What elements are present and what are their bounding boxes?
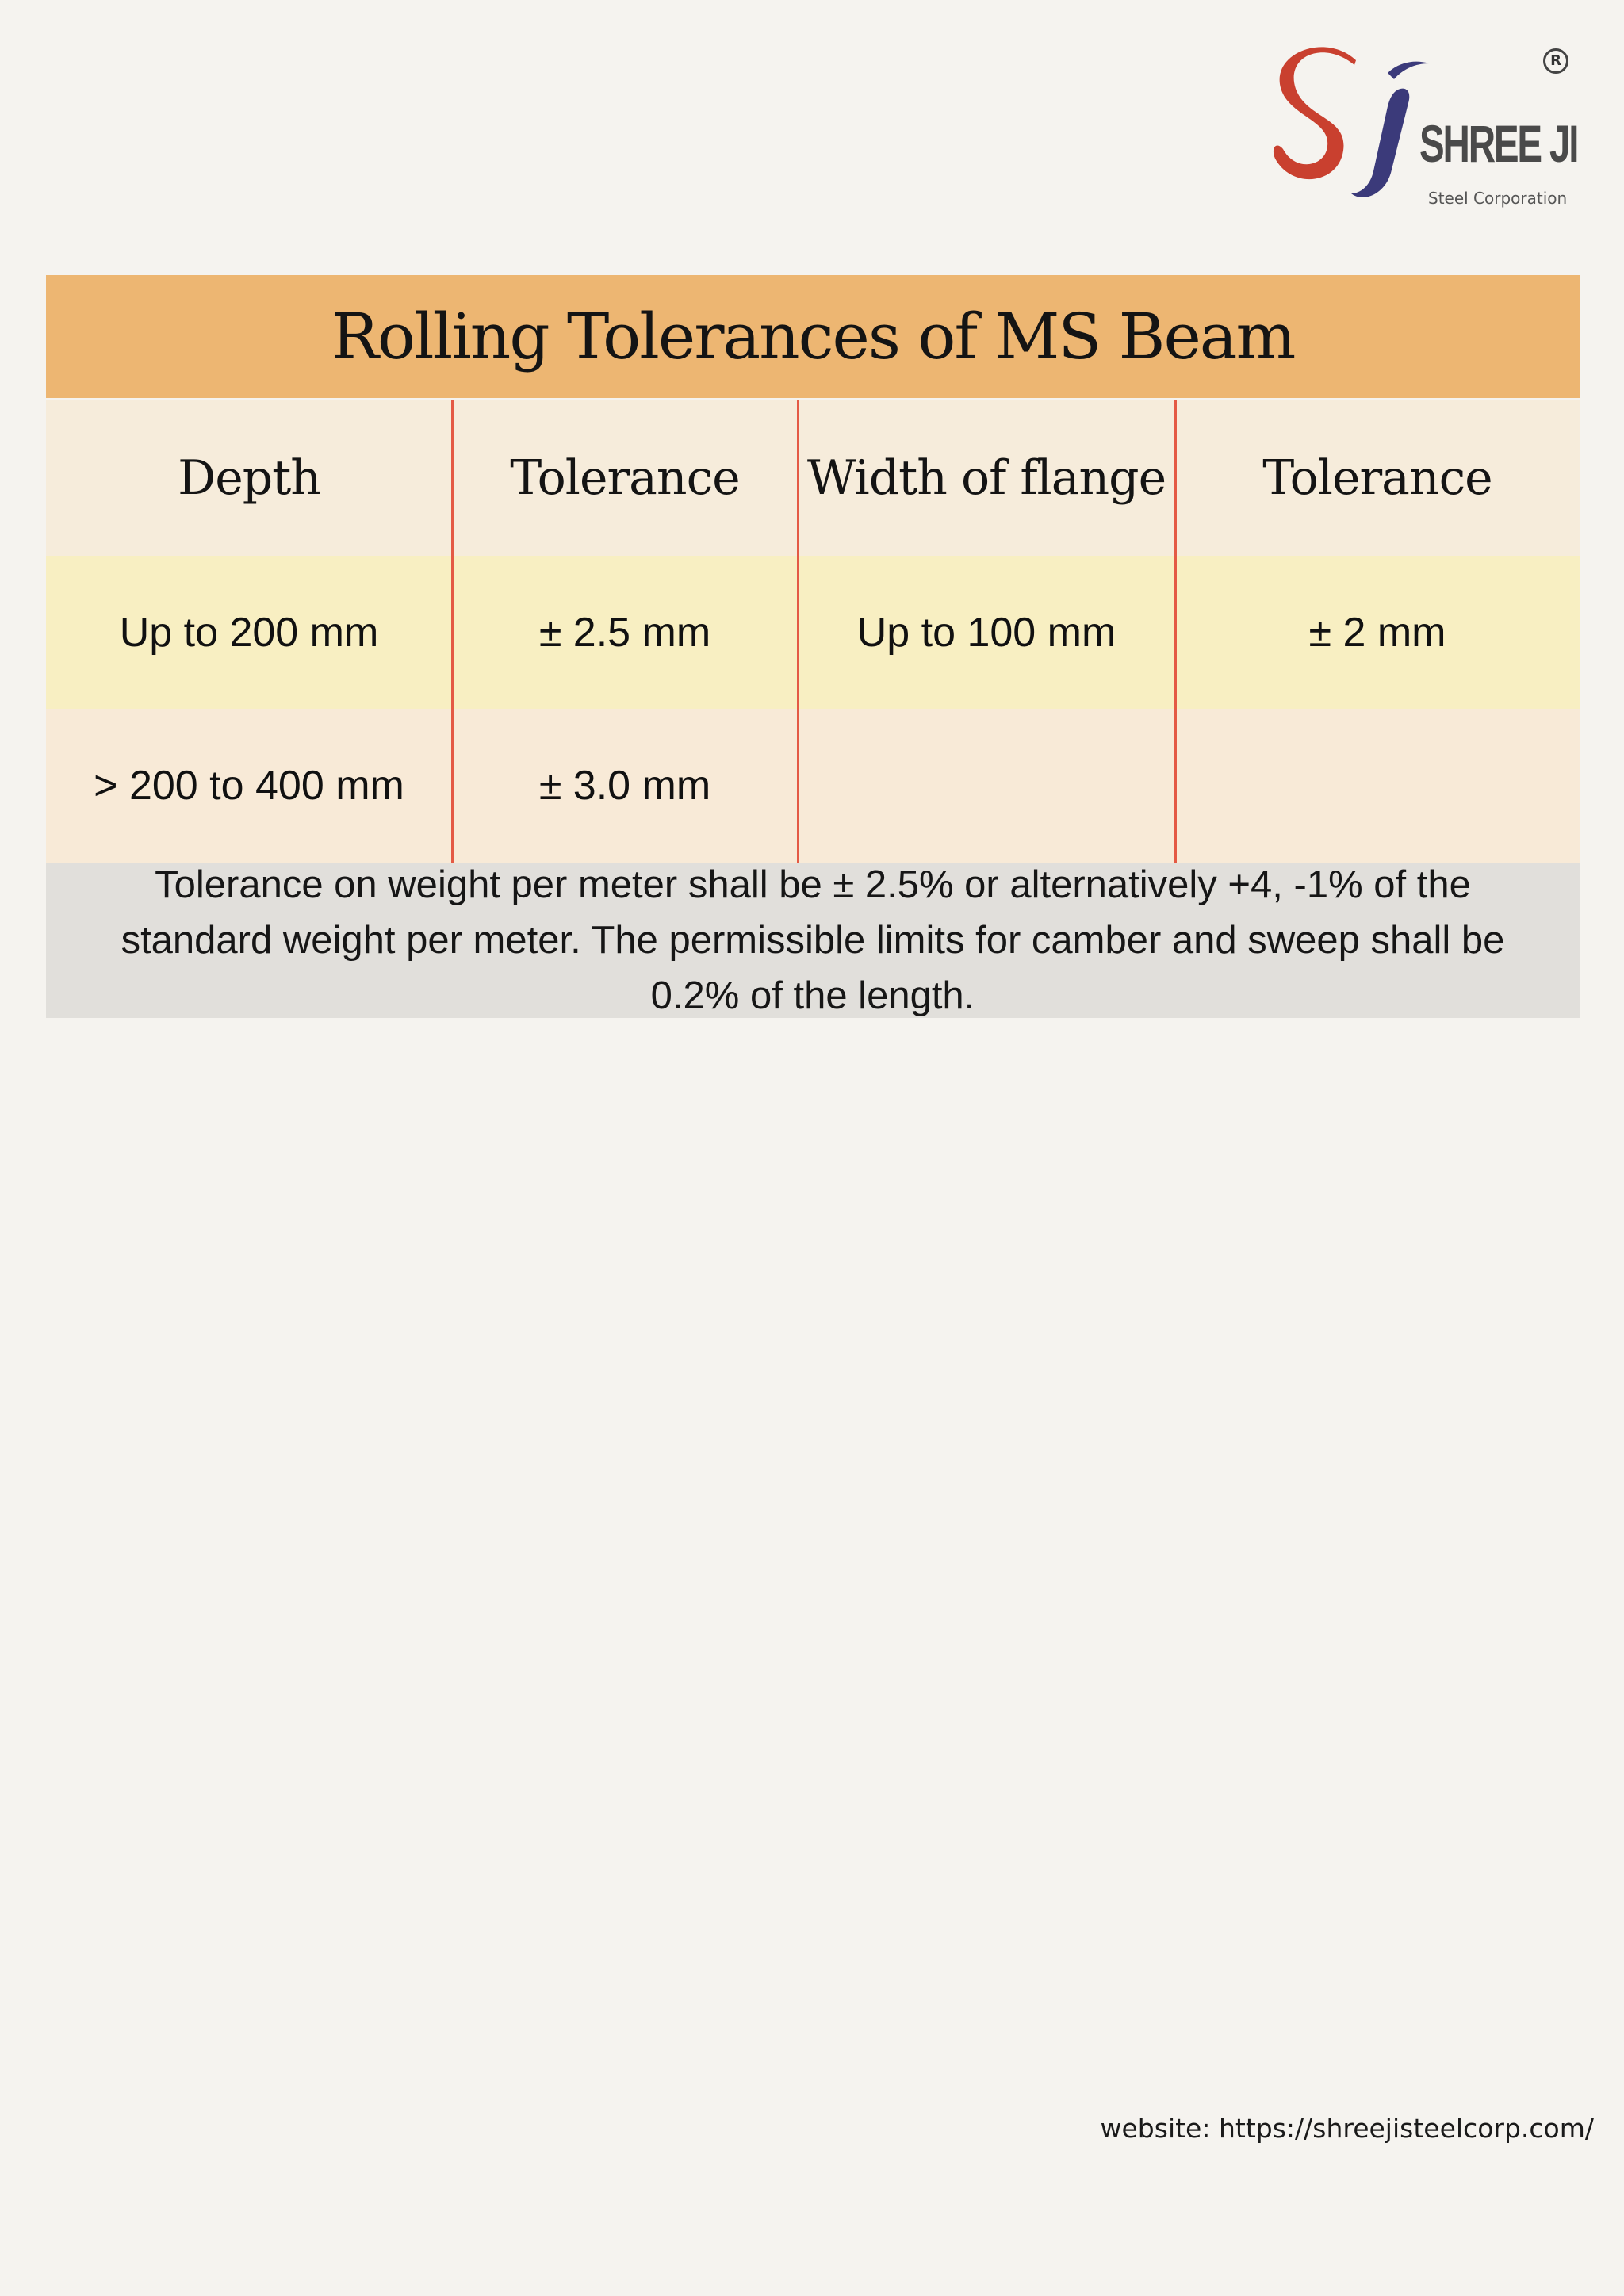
table-cell [46,709,452,863]
cell-value: Up to 200 mm [119,609,379,656]
title-band [46,275,1580,398]
header-label: Depth [178,450,320,506]
registered-trademark-icon: R [1543,48,1568,74]
header-cell-flange-width [798,400,1175,556]
table-row [46,556,1580,709]
cell-value: Up to 100 mm [856,609,1116,656]
page-title: Rolling Tolerances of MS Beam [331,300,1295,373]
table-cell [452,556,798,709]
logo-j-letter [1351,89,1409,197]
brand-tagline: Steel Corporation [1428,189,1568,208]
column-divider [797,400,799,863]
note-text: Tolerance on weight per meter shall be ± 2.5% or alternatively +4, -1% of the standard weight per meter. The permissible limits for camber and sweep shall be 0.2% of the length. [121,863,1505,1017]
header-cell-depth [46,400,452,556]
header-cell-flange-tolerance [1175,400,1580,556]
logo-j-swoosh [1388,62,1429,79]
tolerance-note [46,863,1580,1018]
brand-logo [1261,40,1594,222]
header-cell-depth-tolerance [452,400,798,556]
table-cell [1175,556,1580,709]
website-link[interactable]: website: https://shreejisteelcorp.com/ [1100,2113,1594,2144]
table-cell [798,556,1175,709]
cell-value: > 200 to 400 mm [94,763,404,809]
table-cell [46,556,452,709]
header-label: Width of flange [806,450,1166,506]
table-cell-empty [798,709,1175,863]
table-header-row [46,400,1580,556]
column-divider [1174,400,1177,863]
column-divider [451,400,454,863]
table-cell-empty [1175,709,1580,863]
header-label: Tolerance [1262,450,1492,506]
header-label: Tolerance [510,450,740,506]
table-row [46,709,1580,863]
table-cell [452,709,798,863]
cell-value: ± 2.5 mm [538,609,711,656]
cell-value: ± 2 mm [1308,609,1446,656]
logo-s-letter [1274,47,1356,179]
brand-name: SHREE JI [1419,114,1578,173]
cell-value: ± 3.0 mm [538,763,711,809]
